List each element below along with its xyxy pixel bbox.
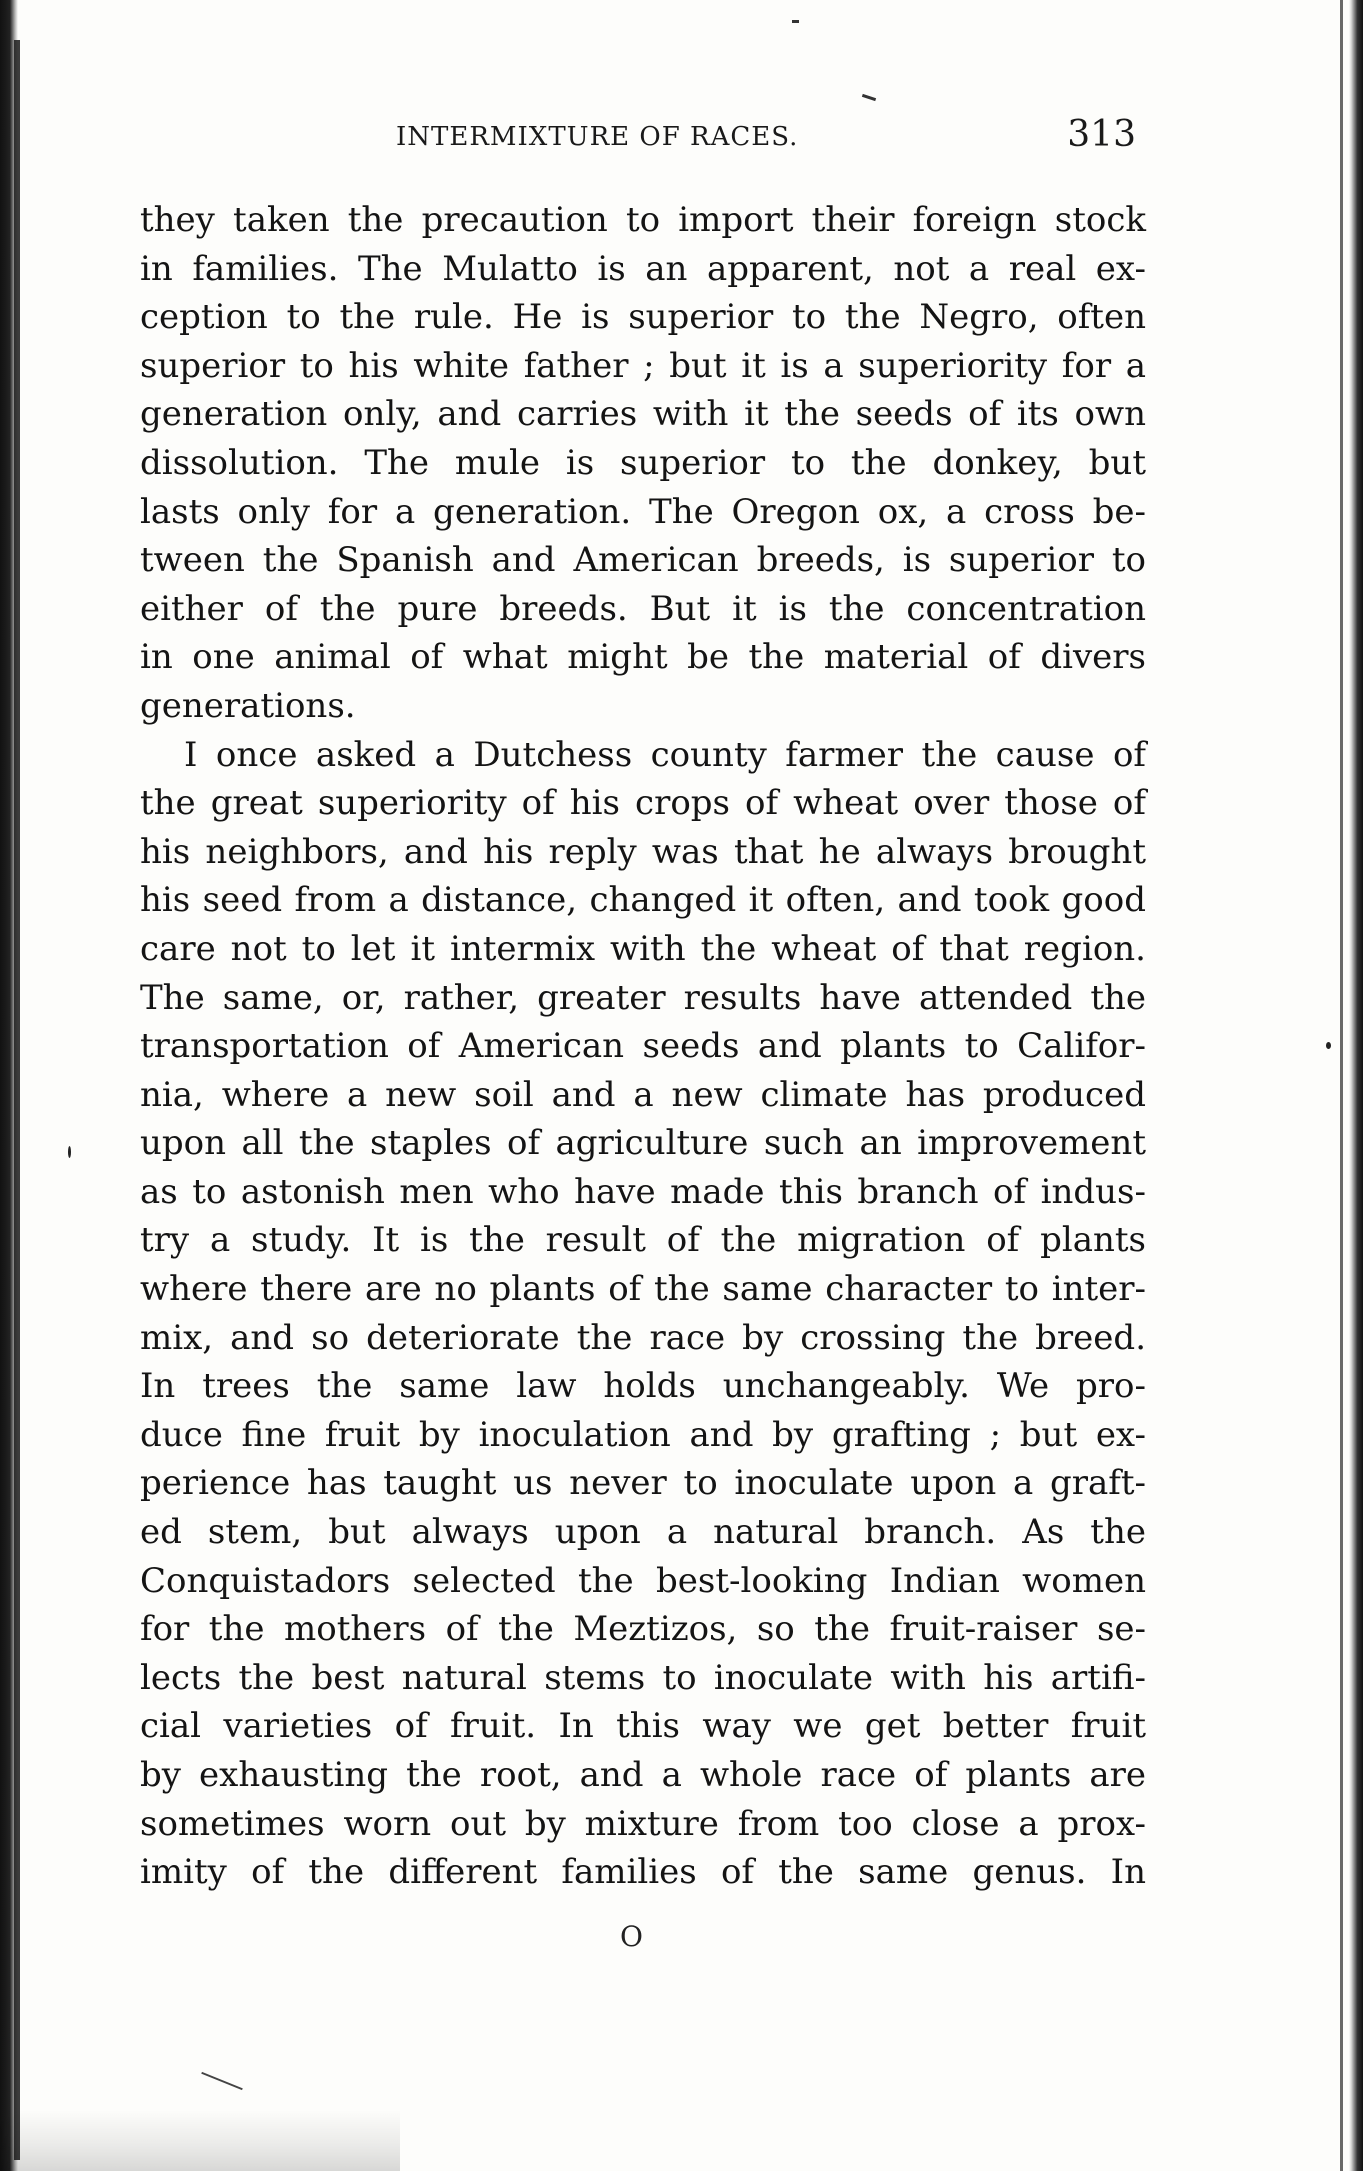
- scan-artifact-mark: [792, 20, 799, 23]
- text-line: transportation of American seeds and plants to Califor-: [140, 1026, 1146, 1067]
- text-line: Conquistadors selected the best-looking Indian women: [140, 1560, 1146, 1601]
- text-line: as to astonish men who have made this branch of indus-: [140, 1171, 1146, 1212]
- text-line: for the mothers of the Meztizos, so the fruit-raiser se-: [140, 1609, 1146, 1650]
- text-line: sometimes worn out by mixture from too close a prox-: [140, 1803, 1146, 1844]
- text-line: the great superiority of his crops of wheat over those of: [140, 783, 1146, 824]
- signature-mark: O: [620, 1920, 643, 1953]
- text-line: I once asked a Dutchess county farmer the cause of: [184, 734, 1146, 775]
- text-line: lasts only for a generation. The Oregon ox, a cross be-: [140, 491, 1146, 532]
- text-line: care not to let it intermix with the wheat of that region.: [140, 928, 1146, 969]
- body-text: [140, 196, 1146, 1897]
- text-line: In trees the same law holds unchangeably. We pro-: [140, 1366, 1146, 1407]
- text-line: try a study. It is the result of the migration of plants: [140, 1220, 1146, 1261]
- text-line: duce fine fruit by inoculation and by grafting ; but ex-: [140, 1414, 1146, 1455]
- text-line: his neighbors, and his reply was that he always brought: [140, 831, 1146, 872]
- running-title: INTERMIXTURE OF RACES.: [396, 122, 799, 152]
- text-line: nia, where a new soil and a new climate has produced: [140, 1074, 1146, 1115]
- text-line: tween the Spanish and American breeds, is superior to: [140, 540, 1146, 581]
- text-line: where there are no plants of the same character to inter-: [140, 1269, 1146, 1310]
- bottom-edge-shadow: [0, 2110, 400, 2171]
- page-number: 313: [1067, 114, 1136, 155]
- text-line: superior to his white father ; but it is a superiority for a: [140, 345, 1146, 386]
- page-header: [140, 114, 1146, 168]
- left-spine-shadow: [14, 40, 20, 2160]
- text-line: upon all the staples of agriculture such an improvement: [140, 1123, 1146, 1164]
- text-line: perience has taught us never to inoculate upon a graft-: [140, 1463, 1146, 1504]
- right-page-edge: [1349, 0, 1363, 2171]
- text-line: lects the best natural stems to inoculate with his artifi-: [140, 1657, 1146, 1698]
- text-line: ception to the rule. He is superior to the Negro, often: [140, 297, 1146, 338]
- text-line: ed stem, but always upon a natural branch. As the: [140, 1512, 1146, 1553]
- text-line: generation only, and carries with it the seeds of its own: [140, 394, 1146, 435]
- scan-artifact-mark: [201, 2072, 243, 2090]
- text-line: in one animal of what might be the material of divers: [140, 637, 1146, 678]
- right-edge-line: [1340, 0, 1343, 2171]
- text-line: generations.: [140, 685, 356, 726]
- text-line: either of the pure breeds. But it is the concentration: [140, 588, 1146, 629]
- text-line: imity of the different families of the same genus. In: [140, 1852, 1146, 1893]
- text-line: The same, or, rather, greater results have attended the: [140, 977, 1146, 1018]
- scan-artifact-mark: [862, 94, 876, 101]
- text-line: by exhausting the root, and a whole race of plants are: [140, 1755, 1146, 1795]
- text-line: in families. The Mulatto is an apparent, not a real ex-: [140, 248, 1146, 289]
- text-line: mix, and so deteriorate the race by crossing the breed.: [140, 1317, 1146, 1358]
- text-line: his seed from a distance, changed it often, and took good: [140, 880, 1146, 921]
- text-line: they taken the precaution to import their foreign stock: [140, 200, 1146, 240]
- scan-speck: [68, 1146, 71, 1158]
- scan-speck: [1326, 1042, 1331, 1049]
- text-line: cial varieties of fruit. In this way we get better fruit: [140, 1706, 1146, 1747]
- text-line: dissolution. The mule is superior to the donkey, but: [140, 442, 1146, 483]
